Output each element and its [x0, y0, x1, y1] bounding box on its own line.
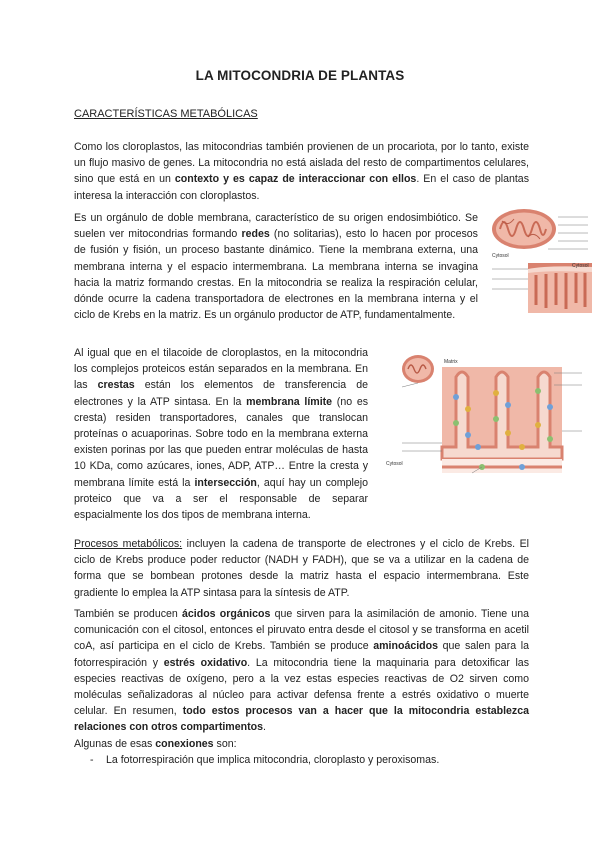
mitochondrion-structure-figure: [488, 203, 592, 313]
p5-text-e: que salen para la fotorrespiración y: [74, 640, 529, 669]
paragraph-2: [74, 210, 478, 323]
p3-text-e: (no es cresta) residen transportadores, canales que translocan proteínas o acuaporinas. Sobre todo en la membrana externa existen porinas por las que pueden entrar moléculas de hasta 10 KDa, como azúcares, iones, ADP, ATP… Entre la cresta y membrana límite está la: [74, 395, 369, 489]
p6-text-c: son:: [213, 738, 237, 750]
p3-bold-membrana-limite: membrana límite: [246, 395, 333, 408]
p5-bold-resumen: todo estos procesos van a hacer que la mitocondria establezca relaciones con otros compartimentos: [74, 705, 529, 734]
p5-text-g: . La mitocondria tiene la maquinaria para detoxificar las especies reactivas de oxígeno, pero a la vez estas especies reactivas de O2 sirven como moléculas señalizadoras al núcleo para activar defensa frente a estrés oxidativo o muerte celular. En resumen,: [74, 656, 529, 718]
p2-text-c: (no solitarias), esto lo hacen por procesos de fusión y fisión, un proceso bastante dinámico. Tiene la membrana externa, una membrana interna y el espacio intermembrana. La membrana interna se invagina hacia la matriz formando crestas. En la mitocondria se realiza la respiración celular, dónde ocurre la cadena transportadora de electrones en la membrana interna y el ciclo de Krebs en la matriz. Es un orgánulo productor de ATP, fundamentalmente.: [74, 228, 478, 322]
figure-2-label-cytosol: Cytosol: [386, 461, 403, 467]
p1-text-a: Como los cloroplastos, las mitocondrias también provienen de un procariota, por lo tanto, existe un flujo masivo de genes. La mitocondria no está aislada del resto de compartimentos celulares, sino que está en un: [74, 141, 529, 186]
p5-bold-estres: estrés oxidativo: [163, 656, 248, 669]
paragraph-4: [74, 536, 529, 601]
p4-text-b: incluyen la cadena de transporte de electrones y el ciclo de Krebs. El ciclo de Krebs produce poder reductor (NADH y FADH), que se va a utilizar en la cadena de forma que se bombean protones desde la matriz hasta el espacio intermembrana. Este gradiente lo emplea la ATP sintasa para la síntesis de ATP.: [74, 538, 529, 599]
p5-bold-aminoacidos: aminoácidos: [373, 640, 439, 653]
small-mitochondrion-illustration: [402, 355, 434, 383]
connections-list: [74, 752, 439, 768]
p3-bold-crestas: crestas: [97, 379, 135, 392]
paragraph-6: [74, 736, 529, 752]
paragraph-1: [74, 139, 529, 204]
p3-bold-interseccion: intersección: [194, 476, 257, 489]
p2-text-a: Es un orgánulo de doble membrana, característico de su origen endosimbiótico. Se suelen ver mitocondrias formando: [74, 212, 478, 241]
list-bullet: -: [90, 754, 94, 766]
p5-text-a: También se producen: [74, 608, 182, 620]
figure-1-label-bottom: Cytosol: [572, 263, 589, 269]
mitochondrion-overview-illustration: [492, 209, 556, 249]
page-title: LA MITOCONDRIA DE PLANTAS: [195, 68, 405, 83]
list-item: [74, 752, 439, 768]
p5-text-c: que sirven para la asimilación de amonio. Tiene una comunicación con el citosol, entonces el piruvato entra desde el citosol y se transforma en acetil coA, así participa en el ciclo de Krebs. También se produce: [74, 608, 529, 653]
section-heading: CARACTERÍSTICAS METABÓLICAS: [74, 108, 258, 120]
p3-text-c: están los elementos de transferencia de electrones y la ATP sintasa. En la: [74, 379, 368, 408]
cristae-membrane-illustration: [442, 367, 562, 473]
p4-underlined-heading: Procesos metabólicos:: [74, 538, 183, 550]
figure-1-label-top: Cytosol: [492, 253, 509, 259]
paragraph-5: [74, 606, 529, 736]
figure-2-label-matrix: Matrix: [444, 359, 458, 365]
p1-text-c: . En el caso de plantas interesa la interacción con cloroplastos.: [74, 173, 529, 202]
mitochondrion-cross-section-illustration: [528, 263, 592, 313]
p1-bold-context: contexto y es capaz de interaccionar con ellos: [174, 173, 417, 186]
list-item-text: La fotorrespiración que implica mitocondria, cloroplasto y peroxisomas.: [106, 754, 440, 766]
p5-bold-acidos: ácidos orgánicos: [182, 608, 271, 620]
p6-bold-conexiones: conexiones: [155, 738, 214, 750]
paragraph-3: [74, 345, 368, 523]
p5-text-i: .: [262, 721, 266, 734]
cristae-membrane-figure: [382, 347, 594, 487]
p2-bold-redes: redes: [241, 228, 270, 241]
p3-text-g: , aquí hay un complejo proteico que va a ser el responsable de separar espacialmente los dos tipos de membrana interna.: [74, 476, 368, 522]
p6-text-a: Algunas de esas: [74, 738, 156, 750]
p3-text-a: Al igual que en el tilacoide de cloroplastos, en la mitocondria los complejos proteicos están separados en la membrana. En las: [74, 347, 368, 392]
